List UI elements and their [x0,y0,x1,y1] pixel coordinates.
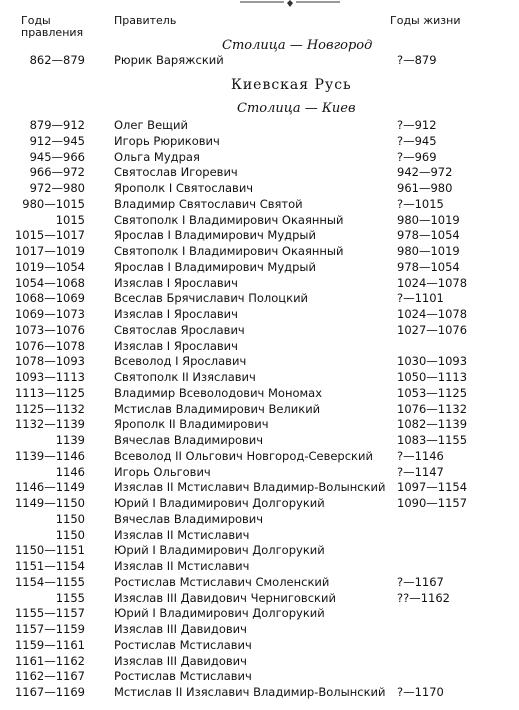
reign-years: 1019—1054 [14,260,85,274]
table-row [0,322,519,338]
table-row [0,527,519,543]
life-years: ?—912 [397,118,437,132]
table-row [0,180,519,196]
reign-years: 1139—1146 [14,449,85,463]
reign-years: 1155 [55,591,85,605]
ruler-name: Ольга Мудрая [114,150,200,164]
ruler-name: Ярополк I Святославич [114,181,254,195]
table-row [0,196,519,212]
table-row [0,117,519,133]
section-heading-kiev: Столица — Киев [237,101,356,116]
table-row [0,227,519,243]
life-years: 942—972 [397,165,453,179]
life-years: 1076—1132 [397,402,468,416]
reign-years: 980—1015 [22,197,85,211]
ruler-name: Святослав Ярославич [114,323,245,337]
table-row [0,164,519,180]
ruler-name: Всеслав Брячиславич Полоцкий [114,291,309,305]
life-years: 1090—1157 [397,496,468,510]
section-heading-novgorod: Столица — Новгород [222,38,373,53]
ruler-name: Вячеслав Владимирович [114,512,264,526]
table-row [0,259,519,275]
header-ornament [240,0,340,8]
ruler-name: Рюрик Варяжский [114,53,224,67]
reign-years: 1151—1154 [14,559,85,573]
column-header-years: Годы правления [21,14,84,39]
ruler-name: Юрий I Владимирович Долгорукий [114,606,325,620]
table-row [0,338,519,354]
life-years: 978—1054 [397,260,460,274]
life-years: ?—1167 [397,575,444,589]
life-years: 978—1054 [397,228,460,242]
ruler-name: Вячеслав Владимирович [114,433,264,447]
ruler-name: Ярослав I Владимирович Мудрый [114,228,316,242]
reign-years: 879—912 [29,118,85,132]
ruler-name: Изяслав I Ярославич [114,307,238,321]
reign-years: 1068—1069 [14,291,85,305]
table-row [0,637,519,653]
life-years: ?—1146 [397,449,444,463]
life-years: ?—1015 [397,197,444,211]
ruler-name: Изяслав III Давидович [114,622,247,636]
ruler-name: Всеволод I Ярославич [114,354,247,368]
reign-years: 1017—1019 [14,244,85,258]
ruler-name: Изяслав III Давидович [114,654,247,668]
reign-years: 972—980 [29,181,85,195]
table-row [0,149,519,165]
life-years: 1053—1125 [397,386,468,400]
life-years: ?—1170 [397,685,444,699]
life-years: 1030—1093 [397,354,468,368]
reign-years: 1159—1161 [14,638,85,652]
column-header-life: Годы жизни [390,14,461,27]
table-row [0,385,519,401]
life-years: ?—1101 [397,291,444,305]
table-row [0,243,519,259]
reign-years: 1150—1151 [14,543,85,557]
reign-years: 945—966 [29,150,85,164]
life-years: 980—1019 [397,244,460,258]
reign-years: 1125—1132 [14,402,85,416]
table-row [0,52,519,68]
ruler-name: Владимир Святославич Святой [114,197,303,211]
reign-years: 1167—1169 [14,685,85,699]
life-years: 1024—1078 [397,276,468,290]
ruler-name: Изяслав II Мстиславич [114,528,250,542]
reign-years: 1155—1157 [14,606,85,620]
ruler-name: Мстислав II Изяславич Владимир-Волынский [114,685,386,699]
ruler-name: Изяслав II Мстиславич Владимир-Волынский [114,480,386,494]
reign-years: 1078—1093 [14,354,85,368]
life-years: ??—1162 [397,591,450,605]
reign-years: 1150 [55,512,85,526]
reign-years: 1150 [55,528,85,542]
reign-years: 1161—1162 [14,654,85,668]
ruler-name: Всеволод II Ольгович Новгород-Северский [114,449,373,463]
reign-years: 1113—1125 [14,386,85,400]
reign-years: 1073—1076 [14,323,85,337]
reign-years: 1093—1113 [14,370,85,384]
table-row [0,369,519,385]
column-header-ruler: Правитель [114,14,177,27]
table-row [0,574,519,590]
table-row [0,306,519,322]
table-row [0,464,519,480]
life-years: 1050—1113 [397,370,468,384]
life-years: ?—945 [397,134,437,148]
life-years: 1027—1076 [397,323,468,337]
reign-years: 912—945 [29,134,85,148]
ruler-name: Святополк I Владимирович Окаянный [114,244,344,258]
reign-years: 966—972 [29,165,85,179]
table-row [0,432,519,448]
life-years: ?—969 [397,150,437,164]
table-row [0,511,519,527]
reign-years: 1132—1139 [14,417,85,431]
ruler-name: Ростислав Мстиславич [114,638,252,652]
reign-years: 1146 [55,465,85,479]
ruler-name: Ростислав Мстиславич Смоленский [114,575,330,589]
region-heading: Киевская Русь [231,77,352,93]
reign-years: 1154—1155 [14,575,85,589]
table-row [0,542,519,558]
life-years: ?—879 [397,53,437,67]
reign-years: 1054—1068 [14,276,85,290]
reign-years: 1149—1150 [14,496,85,510]
ruler-name: Юрий I Владимирович Долгорукий [114,543,325,557]
reign-years: 1157—1159 [14,622,85,636]
life-years: 1082—1139 [397,417,468,431]
life-years: ?—1147 [397,465,444,479]
reign-years: 1069—1073 [14,307,85,321]
ruler-name: Юрий I Владимирович Долгорукий [114,496,325,510]
life-years: 1024—1078 [397,307,468,321]
life-years: 1083—1155 [397,433,468,447]
table-row [0,495,519,511]
table-row [0,133,519,149]
table-row [0,558,519,574]
table-row [0,621,519,637]
table-row [0,275,519,291]
ruler-name: Игорь Ольгович [114,465,211,479]
ruler-name: Ростислав Мстиславич [114,669,252,683]
reign-years: 1139 [55,433,85,447]
ruler-name: Святослав Игоревич [114,165,238,179]
table-row [0,653,519,669]
ruler-name: Святополк II Изяславич [114,370,256,384]
table-row [0,605,519,621]
ruler-name: Изяслав III Давидович Черниговский [114,591,336,605]
ruler-name: Ярополк II Владимирович [114,417,269,431]
table-row [0,290,519,306]
reign-years: 1146—1149 [14,480,85,494]
reign-years: 1015 [55,213,85,227]
life-years: 980—1019 [397,213,460,227]
ruler-name: Святополк I Владимирович Окаянный [114,213,344,227]
life-years: 961—980 [397,181,453,195]
ruler-name: Мстислав Владимирович Великий [114,402,321,416]
ruler-name: Игорь Рюрикович [114,134,220,148]
ruler-name: Изяслав I Ярославич [114,339,238,353]
table-row [0,684,519,700]
reign-years: 1015—1017 [14,228,85,242]
ruler-name: Олег Вещий [114,118,188,132]
table-row [0,212,519,228]
table-row [0,668,519,684]
reign-years: 1162—1167 [14,669,85,683]
reign-years: 1076—1078 [14,339,85,353]
table-row [0,590,519,606]
ruler-name: Изяслав I Ярославич [114,276,238,290]
table-row [0,353,519,369]
life-years: 1097—1154 [397,480,468,494]
table-row [0,416,519,432]
ruler-name: Изяслав II Мстиславич [114,559,250,573]
table-row [0,448,519,464]
ruler-name: Ярослав I Владимирович Мудрый [114,260,316,274]
ruler-name: Владимир Всеволодович Мономах [114,386,323,400]
table-row [0,401,519,417]
table-row [0,479,519,495]
reign-years: 862—879 [29,53,85,67]
